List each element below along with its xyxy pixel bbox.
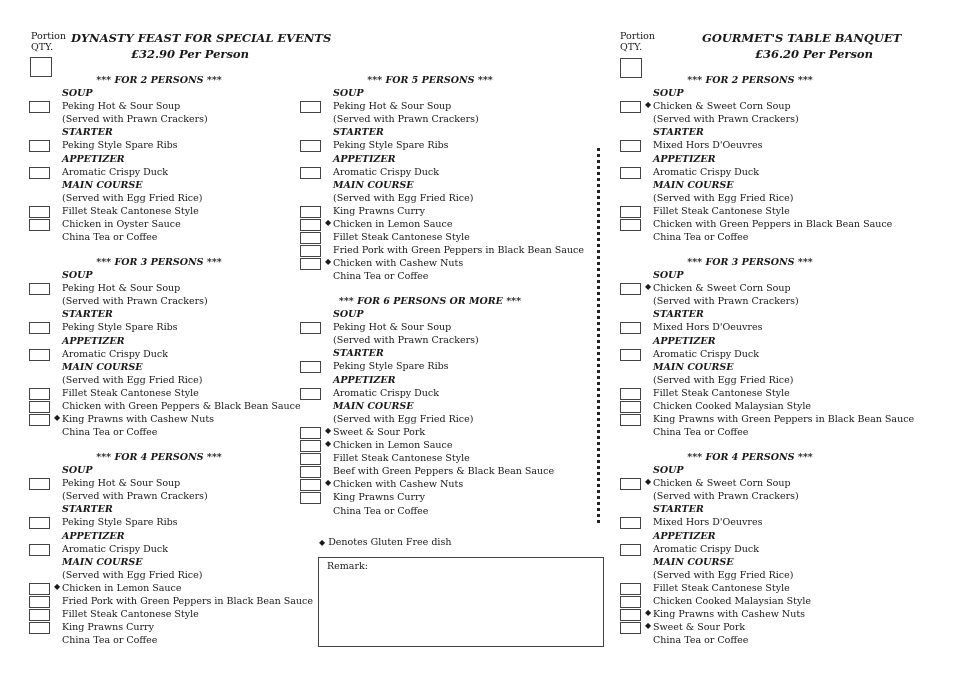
item-qty-checkbox[interactable] [620, 622, 641, 634]
course-heading: SOUP [62, 270, 93, 281]
course-heading: MAIN COURSE [653, 361, 734, 373]
column-divider [597, 148, 600, 523]
section-heading: *** FOR 6 PERSONS OR MORE *** [338, 296, 522, 307]
left-qty-label: QTY. [31, 42, 54, 53]
course-heading: STARTER [62, 504, 113, 516]
gluten-free-diamond-icon: ◆ [645, 477, 652, 487]
menu-item-label: China Tea or Coffee [653, 427, 749, 439]
item-qty-checkbox[interactable] [29, 322, 50, 334]
menu-item-label: China Tea or Coffee [333, 271, 429, 283]
item-qty-checkbox[interactable] [300, 453, 321, 465]
menu-item-label: Chicken in Lemon Sauce [62, 582, 182, 594]
menu-item-label: Fried Pork with Green Peppers in Black Bean Sauce [62, 596, 313, 607]
item-qty-checkbox[interactable] [620, 283, 641, 295]
item-qty-checkbox[interactable] [620, 517, 641, 529]
course-heading: MAIN COURSE [653, 556, 734, 568]
menu-item-label: Peking Hot & Sour Soup [333, 101, 452, 113]
item-qty-checkbox[interactable] [29, 517, 50, 529]
menu-item-label: Fillet Steak Cantonese Style [62, 205, 199, 217]
item-qty-checkbox[interactable] [300, 245, 321, 257]
menu-item-label: Aromatic Crispy Duck [62, 543, 168, 555]
gluten-free-diamond-icon: ◆ [319, 538, 326, 547]
course-heading: SOUP [653, 88, 684, 99]
menu-item-label: Chicken with Green Peppers in Black Bean Sauce [653, 219, 893, 230]
section-heading: *** FOR 2 PERSONS *** [687, 75, 813, 86]
item-qty-checkbox[interactable] [300, 427, 321, 439]
item-qty-checkbox[interactable] [29, 206, 50, 218]
course-heading: APPETIZER [333, 374, 396, 386]
item-qty-checkbox[interactable] [300, 361, 321, 373]
item-qty-checkbox[interactable] [29, 596, 50, 608]
left-portion-qty-box[interactable] [30, 57, 52, 77]
item-qty-checkbox[interactable] [620, 544, 641, 556]
menu-item-label: Aromatic Crispy Duck [653, 543, 759, 555]
menu-item-label: (Served with Prawn Crackers) [333, 335, 479, 347]
item-qty-checkbox[interactable] [620, 401, 641, 413]
menu-item-label: (Served with Egg Fried Rice) [62, 192, 203, 204]
gluten-free-note [319, 537, 451, 548]
right-menu-title: GOURMET'S TABLE BANQUET [702, 31, 902, 45]
course-heading: SOUP [62, 465, 93, 476]
menu-item-label: China Tea or Coffee [653, 232, 749, 244]
menu-item-label: China Tea or Coffee [62, 635, 158, 647]
item-qty-checkbox[interactable] [300, 219, 321, 231]
menu-item-label: (Served with Prawn Crackers) [653, 296, 799, 308]
menu-item-label: (Served with Egg Fried Rice) [62, 569, 203, 581]
gluten-free-diamond-icon: ◆ [325, 257, 332, 267]
course-heading: SOUP [333, 309, 364, 320]
item-qty-checkbox[interactable] [29, 478, 50, 490]
item-qty-checkbox[interactable] [300, 140, 321, 152]
menu-item-label: Peking Hot & Sour Soup [62, 283, 181, 295]
item-qty-checkbox[interactable] [620, 414, 641, 426]
course-heading: MAIN COURSE [62, 556, 143, 568]
menu-item-label: King Prawns with Cashew Nuts [653, 609, 806, 621]
course-heading: STARTER [62, 309, 113, 321]
section-heading: *** FOR 3 PERSONS *** [687, 257, 813, 268]
gluten-free-diamond-icon: ◆ [645, 608, 652, 618]
menu-item-label: Chicken Cooked Malaysian Style [653, 401, 811, 412]
item-qty-checkbox[interactable] [300, 388, 321, 400]
course-heading: STARTER [653, 504, 704, 516]
menu-item-label: Chicken with Cashew Nuts [333, 479, 464, 491]
menu-item-label: Mixed Hors D'Oeuvres [653, 322, 763, 334]
menu-item-label: (Served with Egg Fried Rice) [653, 569, 794, 581]
item-qty-checkbox[interactable] [620, 322, 641, 334]
item-qty-checkbox[interactable] [29, 401, 50, 413]
item-qty-checkbox[interactable] [29, 140, 50, 152]
menu-item-label: (Served with Prawn Crackers) [62, 114, 208, 126]
item-qty-checkbox[interactable] [29, 622, 50, 634]
course-heading: MAIN COURSE [653, 179, 734, 191]
gluten-free-diamond-icon: ◆ [645, 100, 652, 110]
section-heading: *** FOR 4 PERSONS *** [96, 452, 222, 463]
remark-field[interactable] [318, 557, 604, 647]
menu-item-label: King Prawns Curry [333, 205, 425, 217]
menu-item-label: (Served with Egg Fried Rice) [333, 413, 474, 425]
item-qty-checkbox[interactable] [29, 583, 50, 595]
menu-item-label: Chicken with Cashew Nuts [333, 258, 464, 270]
item-qty-checkbox[interactable] [620, 206, 641, 218]
item-qty-checkbox[interactable] [29, 167, 50, 179]
gluten-free-diamond-icon: ◆ [645, 282, 652, 292]
menu-item-label: Chicken in Lemon Sauce [333, 219, 453, 230]
course-heading: SOUP [62, 88, 93, 99]
course-heading: STARTER [62, 127, 113, 139]
course-heading: MAIN COURSE [333, 400, 414, 412]
menu-item-label: (Served with Prawn Crackers) [62, 491, 208, 503]
menu-item-label: Peking Hot & Sour Soup [333, 322, 452, 334]
item-qty-checkbox[interactable] [29, 609, 50, 621]
menu-item-label: Chicken & Sweet Corn Soup [653, 478, 791, 490]
course-heading: APPETIZER [62, 530, 125, 542]
course-heading: APPETIZER [653, 153, 716, 165]
menu-item-label: (Served with Egg Fried Rice) [653, 192, 794, 204]
item-qty-checkbox[interactable] [29, 219, 50, 231]
menu-item-label: China Tea or Coffee [333, 505, 429, 517]
course-heading: SOUP [333, 88, 364, 99]
course-heading: APPETIZER [653, 335, 716, 347]
item-qty-checkbox[interactable] [29, 544, 50, 556]
course-heading: SOUP [653, 465, 684, 476]
section-heading: *** FOR 2 PERSONS *** [96, 75, 222, 86]
right-qty-label: QTY. [620, 42, 643, 53]
menu-item-label: China Tea or Coffee [62, 427, 158, 439]
item-qty-checkbox[interactable] [620, 478, 641, 490]
menu-item-label: Fillet Steak Cantonese Style [653, 205, 790, 217]
remark-label: Remark: [327, 561, 368, 572]
item-qty-checkbox[interactable] [620, 388, 641, 400]
menu-item-label: Fillet Steak Cantonese Style [333, 232, 470, 244]
menu-item-label: Aromatic Crispy Duck [333, 166, 439, 178]
course-heading: STARTER [653, 127, 704, 139]
menu-item-label: (Served with Egg Fried Rice) [333, 192, 474, 204]
menu-item-label: (Served with Egg Fried Rice) [62, 374, 203, 386]
gluten-free-diamond-icon: ◆ [54, 581, 61, 591]
menu-item-label: Peking Style Spare Ribs [62, 322, 178, 334]
item-qty-checkbox[interactable] [620, 101, 641, 113]
right-menu-price: £36.20 Per Person [755, 47, 873, 61]
course-heading: STARTER [333, 127, 384, 139]
course-heading: STARTER [333, 348, 384, 360]
item-qty-checkbox[interactable] [29, 101, 50, 113]
menu-item-label: Sweet & Sour Pork [653, 622, 746, 634]
menu-item-label: Chicken Cooked Malaysian Style [653, 596, 811, 607]
menu-item-label: (Served with Prawn Crackers) [653, 114, 799, 126]
section-heading: *** FOR 4 PERSONS *** [687, 452, 813, 463]
menu-item-label: Chicken & Sweet Corn Soup [653, 283, 791, 295]
item-qty-checkbox[interactable] [29, 349, 50, 361]
left-menu-price: £32.90 Per Person [131, 47, 249, 61]
menu-item-label: Peking Hot & Sour Soup [62, 478, 181, 490]
gluten-free-diamond-icon: ◆ [325, 478, 332, 488]
menu-item-label: Aromatic Crispy Duck [653, 348, 759, 360]
item-qty-checkbox[interactable] [300, 479, 321, 491]
item-qty-checkbox[interactable] [300, 167, 321, 179]
menu-item-label: (Served with Prawn Crackers) [333, 114, 479, 126]
menu-item-label: Aromatic Crispy Duck [62, 348, 168, 360]
menu-item-label: Peking Style Spare Ribs [62, 517, 178, 529]
gluten-free-diamond-icon: ◆ [325, 439, 332, 448]
menu-item-label: Peking Style Spare Ribs [333, 361, 449, 373]
menu-item-label: Fillet Steak Cantonese Style [62, 387, 199, 399]
gluten-free-diamond-icon: ◆ [54, 413, 61, 423]
menu-item-label: Fried Pork with Green Peppers in Black Bean Sauce [333, 245, 584, 257]
item-qty-checkbox[interactable] [300, 232, 321, 244]
item-qty-checkbox[interactable] [300, 206, 321, 218]
item-qty-checkbox[interactable] [300, 258, 321, 270]
course-heading: MAIN COURSE [62, 179, 143, 191]
gluten-free-diamond-icon: ◆ [325, 218, 332, 227]
item-qty-checkbox[interactable] [29, 414, 50, 426]
menu-item-label: Mixed Hors D'Oeuvres [653, 517, 763, 529]
item-qty-checkbox[interactable] [620, 596, 641, 608]
course-heading: APPETIZER [62, 153, 125, 165]
section-heading: *** FOR 5 PERSONS *** [367, 75, 493, 86]
menu-item-label: Fillet Steak Cantonese Style [653, 387, 790, 399]
gluten-free-diamond-icon: ◆ [325, 425, 332, 435]
menu-item-label: King Prawns with Green Peppers in Black Bean Sauce [653, 414, 915, 426]
course-heading: STARTER [653, 309, 704, 321]
gluten-free-diamond-icon: ◆ [645, 621, 652, 631]
item-qty-checkbox[interactable] [300, 101, 321, 113]
course-heading: MAIN COURSE [62, 361, 143, 373]
item-qty-checkbox[interactable] [620, 583, 641, 595]
menu-item-label: Peking Style Spare Ribs [333, 140, 449, 152]
menu-item-label: China Tea or Coffee [62, 232, 158, 244]
menu-item-label: Fillet Steak Cantonese Style [333, 453, 470, 465]
menu-item-label: Chicken in Oyster Sauce [62, 219, 181, 230]
course-heading: MAIN COURSE [333, 179, 414, 191]
section-heading: *** FOR 3 PERSONS *** [96, 257, 222, 268]
menu-item-label: Fillet Steak Cantonese Style [62, 609, 199, 621]
item-qty-checkbox[interactable] [620, 167, 641, 179]
menu-item-label: Chicken & Sweet Corn Soup [653, 101, 791, 113]
menu-item-label: Chicken with Green Peppers & Black Bean Sauce [62, 401, 301, 412]
course-heading: SOUP [653, 270, 684, 281]
course-heading: APPETIZER [62, 335, 125, 347]
menu-item-label: Aromatic Crispy Duck [333, 387, 439, 399]
item-qty-checkbox[interactable] [620, 219, 641, 231]
menu-item-label: (Served with Prawn Crackers) [653, 491, 799, 503]
menu-item-label: Chicken in Lemon Sauce [333, 440, 453, 451]
menu-item-label: Aromatic Crispy Duck [62, 166, 168, 178]
menu-item-label: King Prawns with Cashew Nuts [62, 414, 215, 426]
item-qty-checkbox[interactable] [300, 322, 321, 334]
left-portion-label: Portion [31, 31, 66, 42]
menu-item-label: (Served with Prawn Crackers) [62, 296, 208, 308]
menu-item-label: Peking Hot & Sour Soup [62, 101, 181, 113]
item-qty-checkbox[interactable] [29, 388, 50, 400]
menu-item-label: Peking Style Spare Ribs [62, 140, 178, 152]
item-qty-checkbox[interactable] [29, 283, 50, 295]
menu-item-label: Mixed Hors D'Oeuvres [653, 140, 763, 152]
menu-item-label: Aromatic Crispy Duck [653, 166, 759, 178]
item-qty-checkbox[interactable] [620, 349, 641, 361]
gluten-free-note-text: Denotes Gluten Free dish [328, 537, 452, 548]
menu-item-label: King Prawns Curry [333, 492, 425, 504]
item-qty-checkbox[interactable] [300, 466, 321, 478]
course-heading: APPETIZER [653, 530, 716, 542]
menu-item-label: Fillet Steak Cantonese Style [653, 582, 790, 594]
menu-item-label: (Served with Egg Fried Rice) [653, 374, 794, 386]
menu-item-label: Beef with Green Peppers & Black Bean Sauce [333, 466, 555, 478]
item-qty-checkbox[interactable] [300, 492, 321, 504]
menu-item-label: Sweet & Sour Pork [333, 426, 426, 438]
menu-item-label: China Tea or Coffee [653, 635, 749, 647]
right-portion-label: Portion [620, 31, 655, 42]
course-heading: APPETIZER [333, 153, 396, 165]
item-qty-checkbox[interactable] [300, 440, 321, 452]
item-qty-checkbox[interactable] [620, 140, 641, 152]
item-qty-checkbox[interactable] [620, 609, 641, 621]
left-menu-title: DYNASTY FEAST FOR SPECIAL EVENTS [71, 31, 332, 45]
menu-item-label: King Prawns Curry [62, 622, 154, 634]
